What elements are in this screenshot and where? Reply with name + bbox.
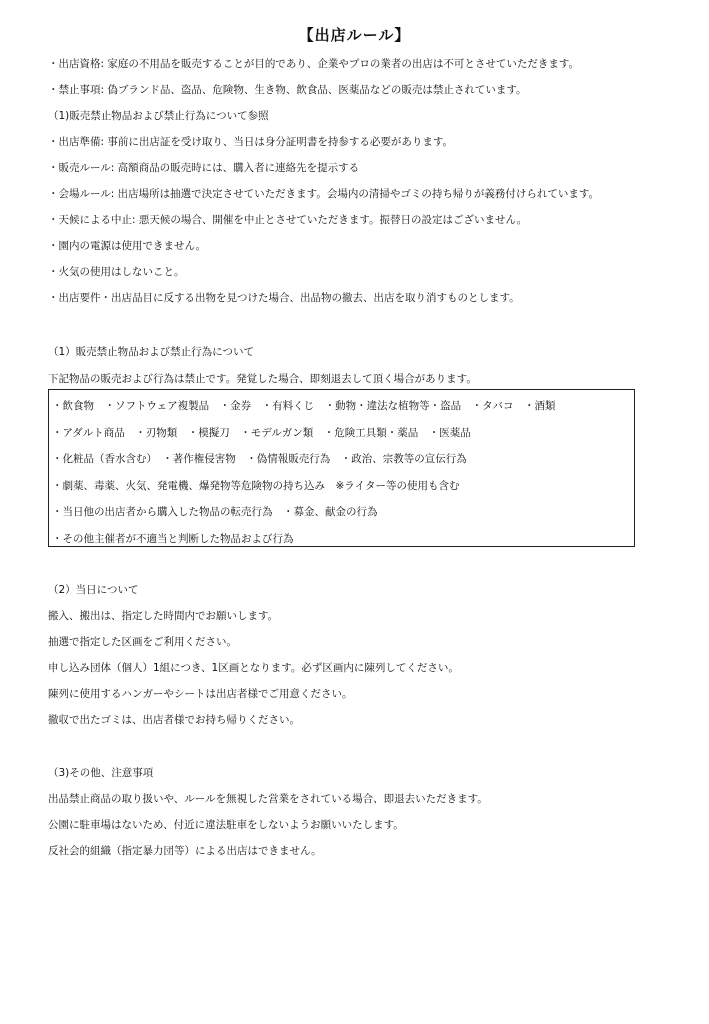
- section3: [48, 767, 688, 871]
- prohibited-items-box: [48, 389, 635, 547]
- page-title: 【出店ルール】: [298, 26, 411, 44]
- rule-item: ・販売ルール: 高額商品の販売時には、購入者に連絡先を提示する: [48, 162, 360, 174]
- section2-line: 搬入、搬出は、指定した時間内でお願いします。: [48, 610, 279, 622]
- rule-item: ・禁止事項: 偽ブランド品、盗品、危険物、生き物、飲食品、医薬品などの販売は禁止されています。: [48, 84, 527, 96]
- prohibited-item: ・その他主催者が不適当と判断した物品および行為: [52, 532, 294, 545]
- rules-list: [48, 58, 688, 318]
- section3-line: 出品禁止商品の取り扱いや、ルールを無視した営業をされている場合、即退去いただきます。: [48, 793, 488, 805]
- rule-item: ・出店資格: 家庭の不用品を販売することが目的であり、企業やプロの業者の出店は不可とさせていただきます。: [48, 58, 580, 70]
- prohibited-item: ・飲食物 ・ソフトウェア複製品 ・金券 ・有料くじ ・動物・違法な植物等・盗品 ・タバコ ・酒類: [52, 400, 556, 412]
- rule-item: ・出店要件・出店品目に反する出物を見つけた場合、出品物の撤去、出店を取り消すものとします。: [48, 292, 520, 304]
- section2-line: 抽選で指定した区画をご利用ください。: [48, 636, 237, 648]
- prohibited-item: ・アダルト商品 ・刃物類 ・模擬刀 ・モデルガン類 ・危険工具類・薬品 ・医薬品: [52, 426, 471, 439]
- rule-item: ・天候による中止: 悪天候の場合、開催を中止とさせていただきます。振替日の設定はございません。: [48, 214, 528, 226]
- prohibited-item: ・化粧品（香水含む） ・著作権侵害物 ・偽情報販売行為 ・政治、宗教等の宣伝行為: [52, 453, 467, 465]
- section2: [48, 584, 688, 740]
- rule-item: ・出店準備: 事前に出店証を受け取り、当日は身分証明書を持参する必要があります。: [48, 136, 454, 148]
- section1-intro: 下記物品の販売および行為は禁止です。発覚した場合、即刻退去して頂く場合があります。: [48, 373, 477, 385]
- rule-item: ・園内の電源は使用できません。: [48, 240, 207, 252]
- section3-line: 反社会的組織（指定暴力団等）による出店はできません。: [48, 845, 322, 857]
- section3-heading: （3)その他、注意事項: [48, 767, 154, 779]
- prohibited-item: ・劇薬、毒薬、火気、発電機、爆発物等危険物の持ち込み ※ライター等の使用も含む: [52, 479, 460, 492]
- section2-line: 撤収で出たゴミは、出店者様でお持ち帰りください。: [48, 714, 300, 726]
- prohibited-item: ・当日他の出店者から購入した物品の転売行為 ・募金、献金の行為: [52, 506, 378, 518]
- rule-item: ・会場ルール: 出店場所は抽選で決定させていただきます。会場内の清掃やゴミの持ち帰りが義務付けられています。: [48, 188, 599, 200]
- section2-line: 申し込み団体（個人）1組につき、1区画となります。必ず区画内に陳列してください。: [48, 662, 459, 674]
- section3-line: 公園に駐車場はないため、付近に違法駐車をしないようお願いいたします。: [48, 819, 404, 831]
- section1-heading: （1）販売禁止物品および禁止行為について: [48, 346, 254, 358]
- rule-item: ・火気の使用はしないこと。: [48, 266, 185, 278]
- rule-item: （1)販売禁止物品および禁止行為について参照: [48, 110, 269, 122]
- section2-line: 陳列に使用するハンガーやシートは出店者様でご用意ください。: [48, 688, 353, 700]
- section2-heading: （2）当日について: [48, 584, 139, 596]
